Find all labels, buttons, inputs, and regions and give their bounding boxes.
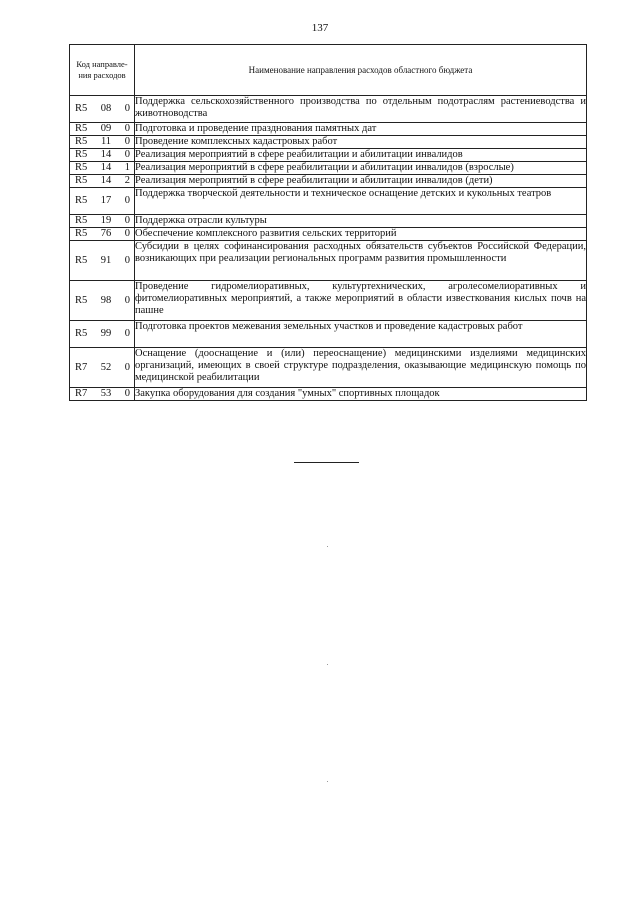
- table-row: [70, 149, 587, 162]
- table-row: [70, 241, 587, 281]
- table-row: [70, 136, 587, 149]
- code-direction-part: 14: [100, 162, 112, 173]
- code-detail-part: 0: [124, 388, 130, 399]
- code-detail-part: 0: [124, 361, 130, 373]
- code-detail-part: 0: [124, 294, 130, 306]
- direction-name-cell: Подготовка и проведение празднования памятных дат: [135, 123, 587, 136]
- code-detail-part: 0: [124, 103, 130, 114]
- closing-rule: [294, 462, 359, 463]
- code-program-part: R5: [75, 228, 88, 239]
- code-direction-part: 52: [100, 361, 112, 373]
- code-direction-part: 76: [100, 228, 112, 239]
- table-header-row: [70, 45, 587, 96]
- direction-code-cell: [70, 281, 135, 321]
- direction-name-cell: Реализация мероприятий в сфере реабилитации и абилитации инвалидов: [135, 149, 587, 162]
- direction-name-cell: Обеспечение комплексного развития сельских территорий: [135, 228, 587, 241]
- code-direction-part: 17: [100, 195, 112, 206]
- table-body: [70, 96, 587, 401]
- direction-name-cell: Субсидии в целях софинансирования расходных обязательств субъектов Российской Федерации, возникающих при реализации региональных программ развития промышленности: [135, 241, 587, 281]
- code-detail-part: 0: [124, 228, 130, 239]
- code-program-part: R5: [75, 103, 88, 114]
- direction-code-cell: [70, 228, 135, 241]
- direction-code-cell: [70, 162, 135, 175]
- code-detail-part: 0: [124, 328, 130, 339]
- direction-code-cell: [70, 321, 135, 348]
- code-detail-part: 0: [124, 123, 130, 134]
- code-direction-part: 53: [100, 388, 112, 399]
- scan-speck: [327, 781, 328, 782]
- code-direction-part: 09: [100, 123, 112, 134]
- direction-name-cell: Реализация мероприятий в сфере реабилитации и абилитации инвалидов (дети): [135, 175, 587, 188]
- code-program-part: R7: [75, 388, 88, 399]
- table-row: [70, 188, 587, 215]
- direction-name-cell: Реализация мероприятий в сфере реабилитации и абилитации инвалидов (взрослые): [135, 162, 587, 175]
- code-direction-part: 14: [100, 175, 112, 186]
- direction-code-cell: [70, 175, 135, 188]
- table-row: [70, 123, 587, 136]
- table-row: [70, 281, 587, 321]
- code-program-part: R5: [75, 175, 88, 186]
- code-program-part: R5: [75, 123, 88, 134]
- code-detail-part: 1: [124, 162, 130, 173]
- code-detail-part: 0: [124, 195, 130, 206]
- code-direction-part: 08: [100, 103, 112, 114]
- direction-code-cell: [70, 96, 135, 123]
- code-program-part: R5: [75, 215, 88, 226]
- scan-speck: [327, 546, 328, 547]
- code-direction-part: 98: [100, 294, 112, 306]
- code-program-part: R5: [75, 254, 88, 266]
- direction-name-cell: Подготовка проектов межевания земельных участков и проведение кадастровых работ: [135, 321, 587, 348]
- table-row: [70, 96, 587, 123]
- direction-code-cell: [70, 149, 135, 162]
- code-direction-part: 11: [100, 136, 112, 147]
- table-row: [70, 348, 587, 388]
- code-detail-part: 0: [124, 136, 130, 147]
- direction-code-cell: [70, 388, 135, 401]
- code-detail-part: 0: [124, 149, 130, 160]
- direction-name-cell: Поддержка творческой деятельности и техническое оснащение детских и кукольных театров: [135, 188, 587, 215]
- direction-name-cell: Проведение гидромелиоративных, культуртехнических, агролесомелиоративных и фитомелиоративных мероприятий, а также мероприятий в области известкования кислых почв на пашне: [135, 281, 587, 321]
- code-program-part: R7: [75, 361, 88, 373]
- code-direction-part: 99: [100, 328, 112, 339]
- direction-code-cell: [70, 215, 135, 228]
- table-row: [70, 228, 587, 241]
- code-direction-part: 91: [100, 254, 112, 266]
- direction-code-cell: [70, 348, 135, 388]
- direction-name-cell: Проведение комплексных кадастровых работ: [135, 136, 587, 149]
- code-direction-part: 19: [100, 215, 112, 226]
- page-number: 137: [311, 22, 329, 34]
- code-program-part: R5: [75, 328, 88, 339]
- code-detail-part: 0: [124, 254, 130, 266]
- code-program-part: R5: [75, 195, 88, 206]
- code-program-part: R5: [75, 162, 88, 173]
- table-row: [70, 175, 587, 188]
- direction-name-cell: Поддержка отрасли культуры: [135, 215, 587, 228]
- direction-name-cell: Оснащение (дооснащение и (или) переоснащение) медицинскими изделиями медицинских организаций, имеющих в своей структуре подразделения, оказывающие медицинскую помощь по медицинской реабилитации: [135, 348, 587, 388]
- direction-code-cell: [70, 136, 135, 149]
- scan-speck: [327, 664, 328, 665]
- table-row: [70, 215, 587, 228]
- code-program-part: R5: [75, 149, 88, 160]
- table-row: [70, 321, 587, 348]
- name-column-header: Наименование направления расходов областного бюджета: [135, 45, 587, 96]
- code-detail-part: 0: [124, 215, 130, 226]
- code-direction-part: 14: [100, 149, 112, 160]
- budget-directions-table: [69, 44, 587, 401]
- code-program-part: R5: [75, 294, 88, 306]
- direction-code-cell: [70, 188, 135, 215]
- code-program-part: R5: [75, 136, 88, 147]
- code-detail-part: 2: [124, 175, 130, 186]
- code-column-header: Код направле-ния расходов: [70, 45, 135, 96]
- direction-code-cell: [70, 123, 135, 136]
- table-row: [70, 162, 587, 175]
- direction-code-cell: [70, 241, 135, 281]
- direction-name-cell: Поддержка сельскохозяйственного производства по отдельным подотраслям растениеводства и животноводства: [135, 96, 587, 123]
- direction-name-cell: Закупка оборудования для создания "умных" спортивных площадок: [135, 388, 587, 401]
- table-row: [70, 388, 587, 401]
